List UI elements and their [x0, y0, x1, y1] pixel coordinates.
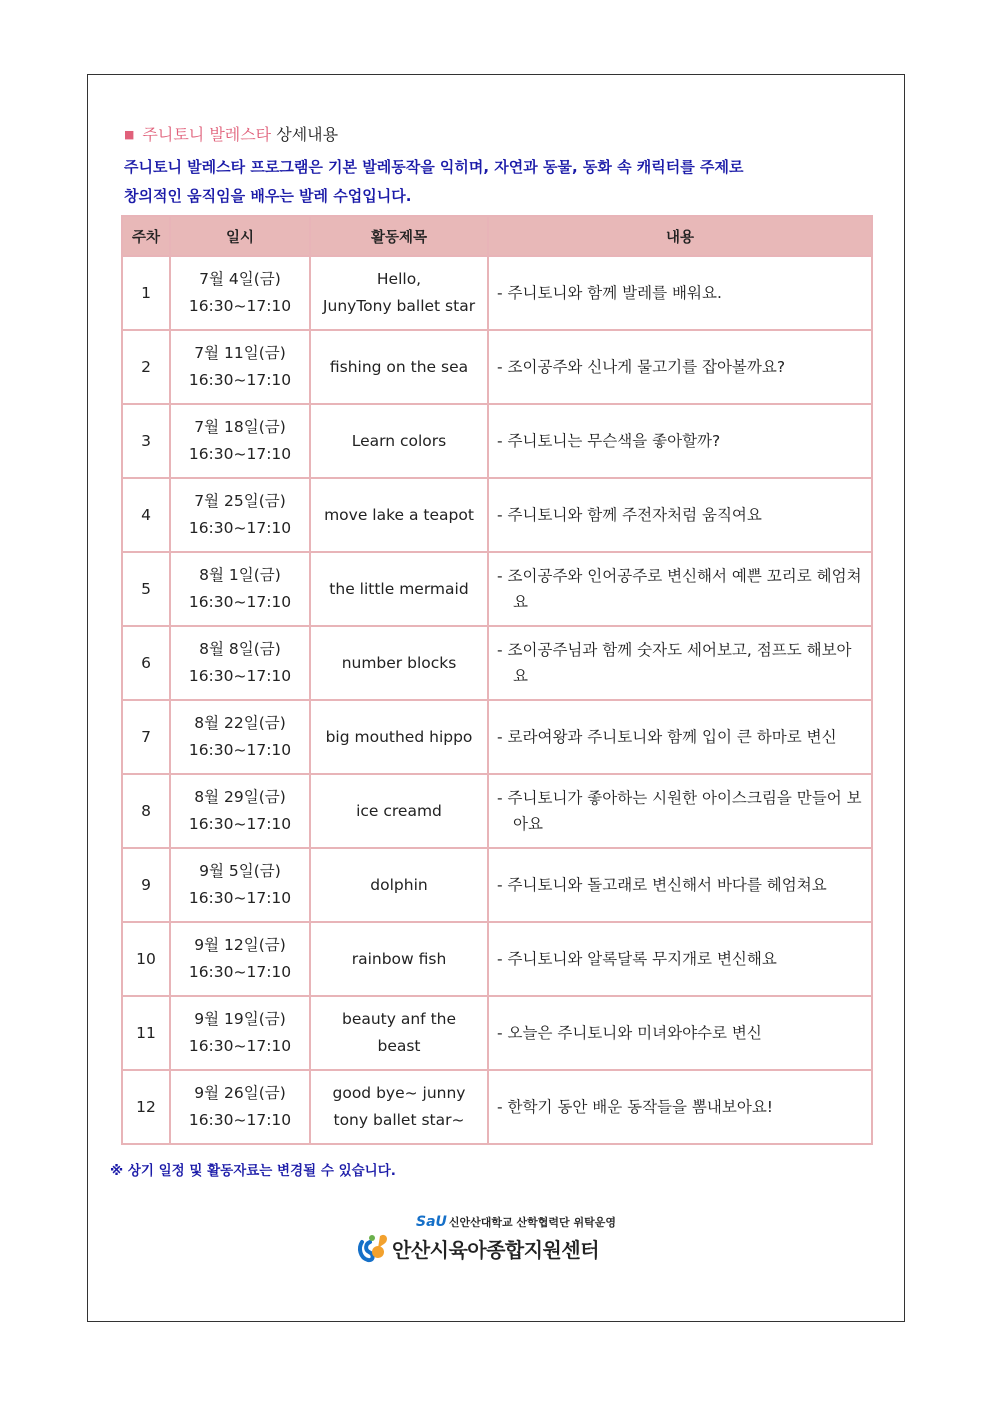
- title-cell: [310, 1070, 488, 1144]
- logo-mark-icon: [356, 1230, 392, 1264]
- header-week: 주차: [122, 216, 170, 256]
- title-cell: [310, 552, 488, 626]
- date-cell: [170, 922, 310, 996]
- content-cell: [488, 626, 872, 700]
- title-cell: [310, 774, 488, 848]
- time-text: 16:30~17:10: [188, 297, 292, 315]
- table-row: [122, 256, 872, 330]
- time-text: 16:30~17:10: [188, 741, 292, 759]
- date-cell: [170, 848, 310, 922]
- title-line: Hello,: [376, 270, 422, 288]
- content-text: - 주니토니가 좋아하는 시원한 아이스크림을 만들어 보아요: [497, 789, 862, 833]
- date-cell: [170, 1070, 310, 1144]
- table-row: [122, 330, 872, 404]
- date-text: 7월 25일(금): [194, 492, 286, 510]
- heading-suffix: 상세내용: [276, 125, 339, 144]
- title-line: number blocks: [341, 653, 457, 672]
- title-cell: [310, 626, 488, 700]
- content-text: - 오늘은 주니토니와 미녀와야수로 변신: [497, 1024, 762, 1042]
- table-row: [122, 478, 872, 552]
- date-text: 8월 29일(금): [194, 788, 286, 806]
- logo-sub-text: 신안산대학교 산학협력단 위탁운영: [448, 1216, 616, 1229]
- title-line: beast: [377, 1037, 421, 1055]
- content-text: - 주니토니는 무슨색을 좋아할까?: [497, 432, 721, 450]
- week-cell: 7: [122, 700, 170, 774]
- program-intro: [124, 153, 743, 211]
- date-text: 8월 22일(금): [194, 714, 286, 732]
- time-text: 16:30~17:10: [188, 667, 292, 685]
- table-row: [122, 1070, 872, 1144]
- week-cell: 3: [122, 404, 170, 478]
- title-cell: [310, 478, 488, 552]
- content-cell: [488, 330, 872, 404]
- center-logo: [356, 1212, 636, 1268]
- title-cell: [310, 404, 488, 478]
- content-cell: [488, 774, 872, 848]
- week-cell: 4: [122, 478, 170, 552]
- date-cell: [170, 256, 310, 330]
- content-cell: [488, 922, 872, 996]
- date-cell: [170, 330, 310, 404]
- week-cell: 5: [122, 552, 170, 626]
- title-cell: [310, 996, 488, 1070]
- content-text: - 조이공주님과 함께 숫자도 세어보고, 점프도 해보아요: [497, 641, 852, 685]
- title-line: dolphin: [370, 875, 428, 894]
- title-line: fishing on the sea: [329, 357, 469, 376]
- content-cell: [488, 478, 872, 552]
- week-cell: 11: [122, 996, 170, 1070]
- content-cell: [488, 996, 872, 1070]
- date-text: 8월 8일(금): [199, 640, 281, 658]
- content-text: - 로라여왕과 주니토니와 함께 입이 큰 하마로 변신: [497, 728, 837, 746]
- time-text: 16:30~17:10: [188, 889, 292, 907]
- table-row: [122, 996, 872, 1070]
- header-date: 일시: [170, 216, 310, 256]
- table-row: [122, 774, 872, 848]
- title-cell: [310, 922, 488, 996]
- content-text: - 주니토니와 함께 주전자처럼 움직여요: [497, 506, 762, 524]
- week-cell: 2: [122, 330, 170, 404]
- title-line: JunyTony ballet star: [322, 297, 476, 315]
- week-cell: 6: [122, 626, 170, 700]
- content-cell: [488, 848, 872, 922]
- title-line: beauty anf the: [341, 1010, 457, 1028]
- sau-brand: SaU: [416, 1214, 447, 1230]
- intro-line-1: 주니토니 발레스타 프로그램은 기본 발레동작을 익히며, 자연과 동물, 동화 속 캐릭터를 주제로: [124, 158, 744, 176]
- date-cell: [170, 478, 310, 552]
- time-text: 16:30~17:10: [188, 1111, 292, 1129]
- content-text: - 주니토니와 돌고래로 변신해서 바다를 헤엄쳐요: [497, 876, 827, 894]
- table-row: [122, 700, 872, 774]
- content-text: - 조이공주와 신나게 물고기를 잡아볼까요?: [497, 358, 786, 376]
- title-cell: [310, 256, 488, 330]
- table-row: [122, 922, 872, 996]
- content-cell: [488, 700, 872, 774]
- title-cell: [310, 700, 488, 774]
- table-row: [122, 552, 872, 626]
- title-cell: [310, 330, 488, 404]
- table-row: [122, 404, 872, 478]
- time-text: 16:30~17:10: [188, 593, 292, 611]
- schedule-table: [121, 215, 873, 1145]
- date-text: 9월 19일(금): [194, 1010, 286, 1028]
- time-text: 16:30~17:10: [188, 963, 292, 981]
- date-cell: [170, 996, 310, 1070]
- title-line: big mouthed hippo: [325, 727, 473, 746]
- content-cell: [488, 1070, 872, 1144]
- date-text: 7월 11일(금): [194, 344, 286, 362]
- header-content: 내용: [488, 216, 872, 256]
- week-cell: 8: [122, 774, 170, 848]
- content-cell: [488, 404, 872, 478]
- title-line: the little mermaid: [329, 579, 469, 598]
- table-row: [122, 848, 872, 922]
- date-text: 7월 4일(금): [199, 270, 281, 288]
- date-text: 8월 1일(금): [199, 566, 281, 584]
- date-cell: [170, 404, 310, 478]
- title-line: tony ballet star~: [333, 1111, 465, 1129]
- title-line: move lake a teapot: [324, 505, 474, 524]
- table-header-row: [122, 216, 872, 256]
- bullet-square-icon: ■: [124, 128, 135, 141]
- title-line: good bye~ junny: [332, 1084, 466, 1102]
- week-cell: 12: [122, 1070, 170, 1144]
- table-row: [122, 626, 872, 700]
- date-text: 9월 26일(금): [194, 1084, 286, 1102]
- time-text: 16:30~17:10: [188, 445, 292, 463]
- content-cell: [488, 256, 872, 330]
- content-text: - 한학기 동안 배운 동작들을 뽐내보아요!: [497, 1098, 774, 1116]
- date-cell: [170, 774, 310, 848]
- logo-main-text: 안산시육아종합지원센터: [392, 1238, 600, 1262]
- week-cell: 1: [122, 256, 170, 330]
- date-text: 9월 12일(금): [194, 936, 286, 954]
- schedule-note: ※ 상기 일정 및 활동자료는 변경될 수 있습니다.: [110, 1163, 396, 1179]
- date-text: 9월 5일(금): [199, 862, 281, 880]
- title-line: Learn colors: [351, 431, 447, 450]
- title-line: rainbow fish: [351, 949, 447, 968]
- content-cell: [488, 552, 872, 626]
- date-cell: [170, 626, 310, 700]
- date-text: 7월 18일(금): [194, 418, 286, 436]
- week-cell: 10: [122, 922, 170, 996]
- content-text: - 주니토니와 함께 발레를 배워요.: [497, 284, 722, 302]
- date-cell: [170, 552, 310, 626]
- time-text: 16:30~17:10: [188, 519, 292, 537]
- week-cell: 9: [122, 848, 170, 922]
- section-heading: [124, 124, 338, 146]
- content-text: - 조이공주와 인어공주로 변신해서 예쁜 꼬리로 헤엄쳐요: [497, 567, 862, 611]
- title-line: ice creamd: [356, 801, 442, 820]
- time-text: 16:30~17:10: [188, 1037, 292, 1055]
- time-text: 16:30~17:10: [188, 371, 292, 389]
- header-title: 활동제목: [310, 216, 488, 256]
- title-cell: [310, 848, 488, 922]
- content-text: - 주니토니와 알록달록 무지개로 변신해요: [497, 950, 777, 968]
- intro-line-2: 창의적인 움직임을 배우는 발레 수업입니다.: [124, 187, 412, 205]
- date-cell: [170, 700, 310, 774]
- program-name: 주니토니 발레스타: [142, 125, 272, 144]
- time-text: 16:30~17:10: [188, 815, 292, 833]
- logo-subtitle: [416, 1214, 616, 1230]
